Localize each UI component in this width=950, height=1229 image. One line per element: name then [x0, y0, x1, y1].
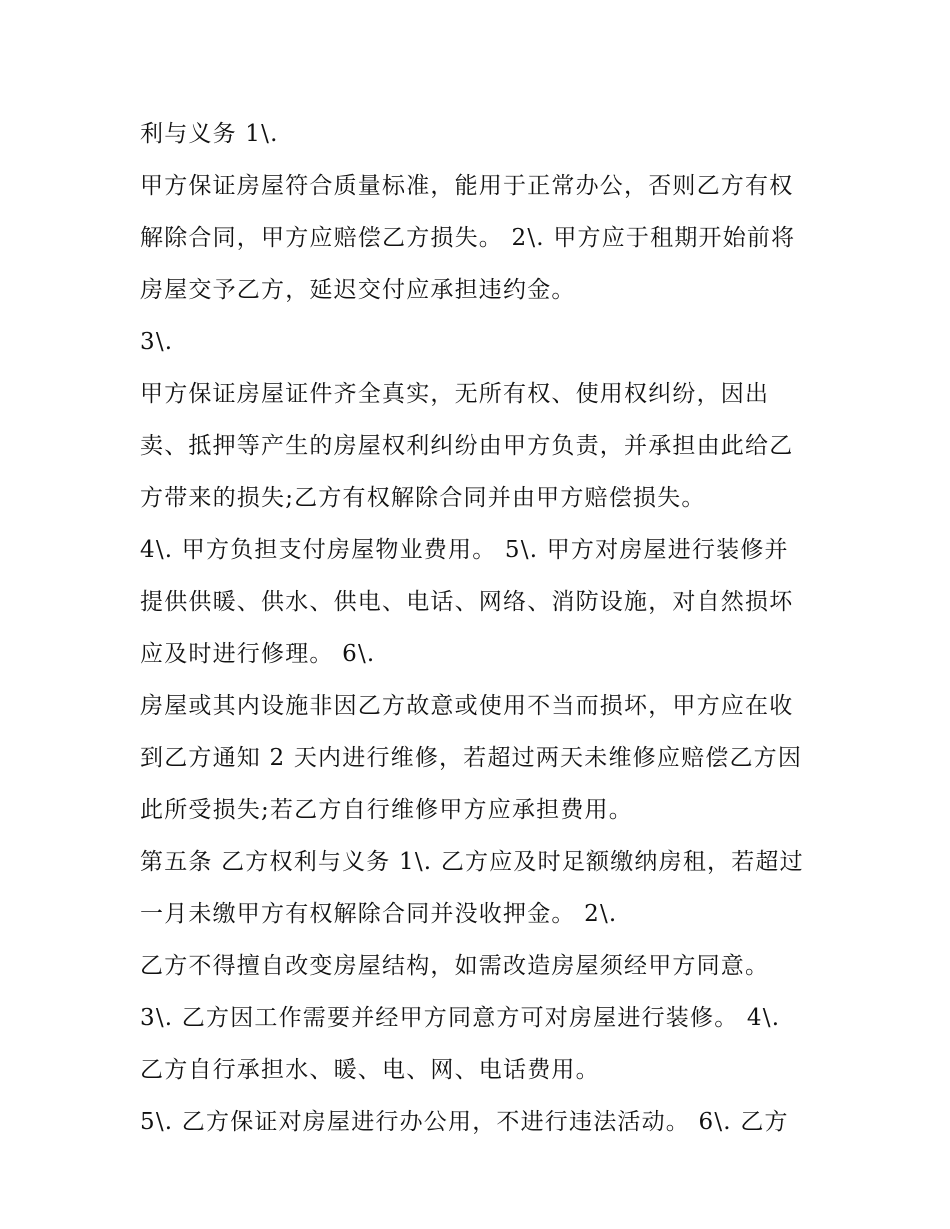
text-line: 此所受损失;若乙方自行维修甲方应承担费用。 [140, 797, 633, 823]
text-line: 卖、抵押等产生的房屋权利纠纷由甲方负责，并承担由此给乙 [140, 433, 794, 459]
text-line: 利与义务 1\. [140, 121, 279, 147]
text-line: 方带来的损失;乙方有权解除合同并由甲方赔偿损失。 [140, 485, 706, 511]
text-line: 甲方保证房屋证件齐全真实，无所有权、使用权纠纷，因出 [140, 381, 770, 407]
text-line: 5\. 乙方保证对房屋进行办公用，不进行违法活动。 6\. 乙方 [140, 1109, 789, 1135]
text-line: 第五条 乙方权利与义务 1\. 乙方应及时足额缴纳房租，若超过 [140, 849, 804, 875]
text-line: 乙方自行承担水、暖、电、网、电话费用。 [140, 1057, 600, 1083]
text-line: 房屋交予乙方，延迟交付应承担违约金。 [140, 277, 576, 303]
text-line: 应及时进行修理。 6\. [140, 641, 376, 667]
text-line: 3\. 乙方因工作需要并经甲方同意方可对房屋进行装修。 4\. [140, 1005, 781, 1031]
text-line: 甲方保证房屋符合质量标准，能用于正常办公，否则乙方有权 [140, 173, 794, 199]
text-line: 提供供暖、供水、供电、电话、网络、消防设施，对自然损坏 [140, 589, 794, 615]
text-line: 乙方不得擅自改变房屋结构，如需改造房屋须经甲方同意。 [140, 953, 770, 979]
text-line: 一月未缴甲方有权解除合同并没收押金。 2\. [140, 901, 618, 927]
text-line: 3\. [140, 329, 174, 355]
document-text-body [140, 108, 830, 1148]
text-line: 房屋或其内设施非因乙方故意或使用不当而损坏，甲方应在收 [140, 693, 794, 719]
text-line: 到乙方通知 2 天内进行维修，若超过两天未维修应赔偿乙方因 [140, 745, 803, 771]
text-line: 解除合同，甲方应赔偿乙方损失。 2\. 甲方应于租期开始前将 [140, 225, 796, 251]
text-line: 4\. 甲方负担支付房屋物业费用。 5\. 甲方对房屋进行装修并 [140, 537, 789, 563]
